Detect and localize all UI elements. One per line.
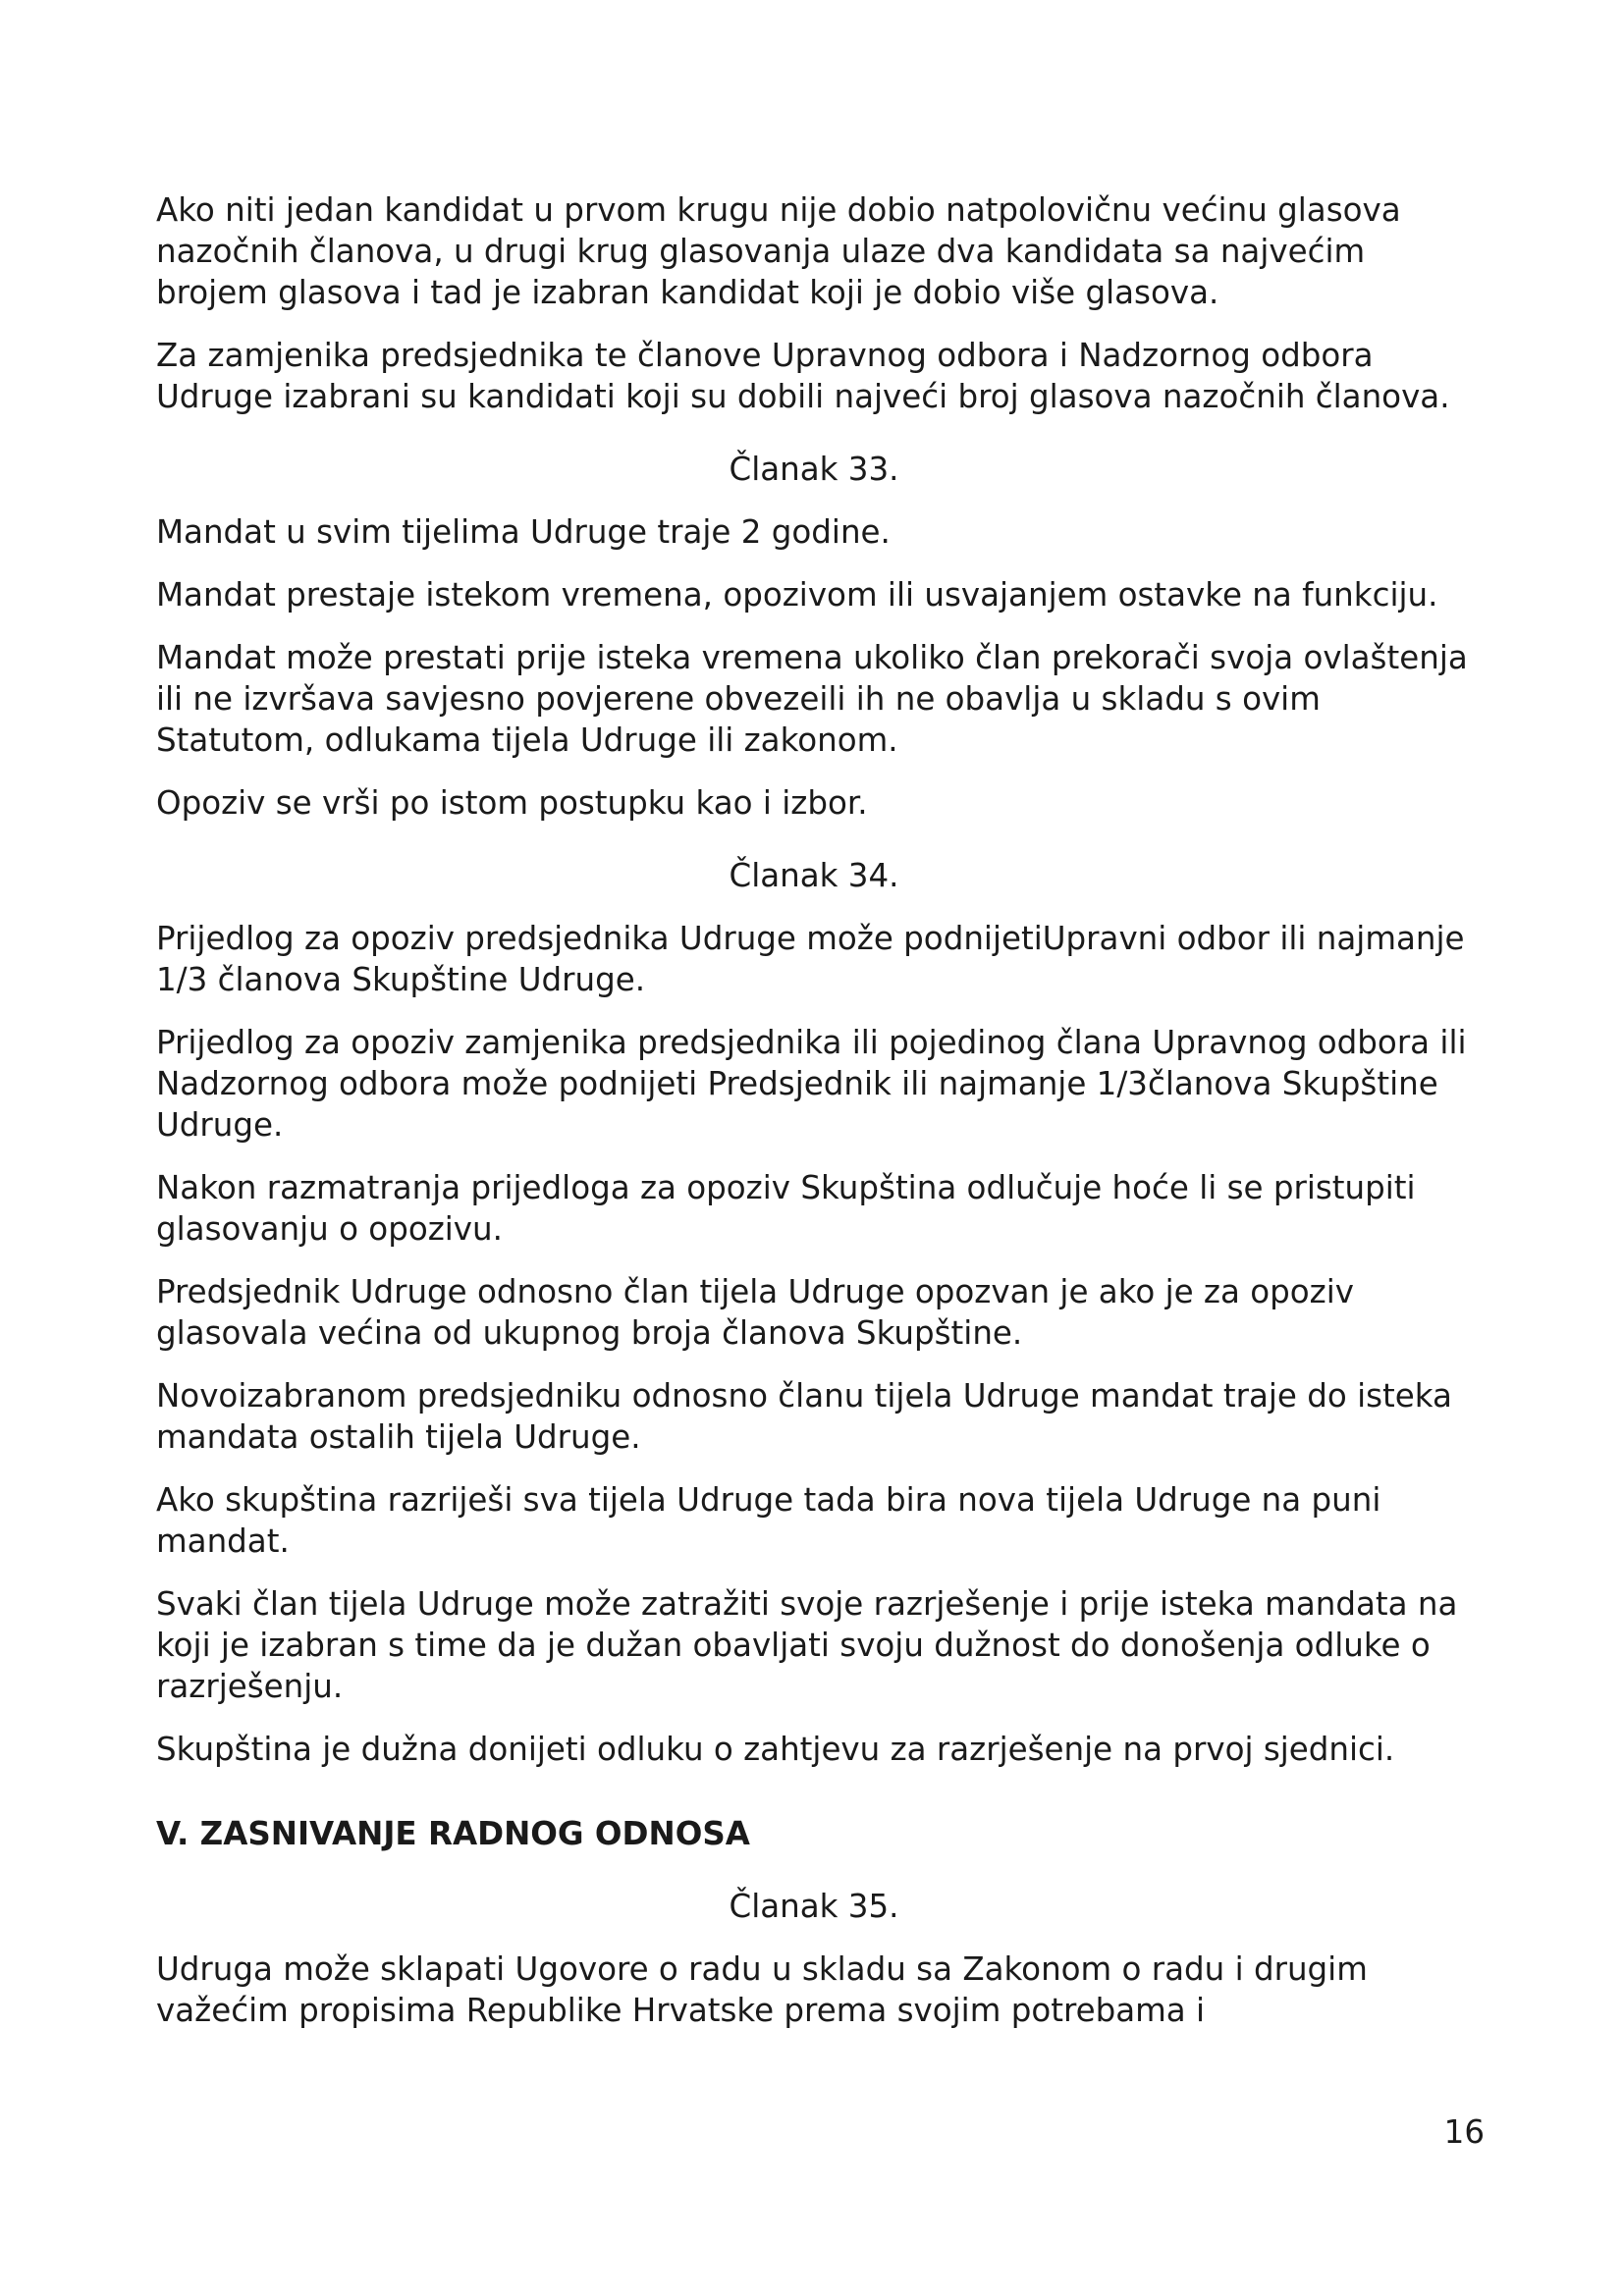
paragraph-assembly-decision: Skupština je dužna donijeti odluku o zahtjevu za razrješenje na prvoj sjednici. xyxy=(156,1731,1395,1768)
page-content xyxy=(156,189,1482,2053)
article-34-title: Članak 34. xyxy=(729,857,899,894)
paragraph-mandate-duration: Mandat u svim tijelima Udruge traje 2 godine. xyxy=(156,513,891,551)
paragraph-employment-contracts: Udruga može sklapati Ugovore o radu u skladu sa Zakonom o radu i drugim važećim propisima Republike Hrvatske prema svojim potrebama i xyxy=(156,1950,1368,2029)
article-33-title: Članak 33. xyxy=(729,451,899,488)
paragraph-recall-majority: Predsjednik Udruge odnosno član tijela Udruge opozvan je ako je za opoziv glasovala većina od ukupnog broja članova Skupštine. xyxy=(156,1273,1354,1352)
paragraph-recall-consideration: Nakon razmatranja prijedloga za opoziv Skupština odlučuje hoće li se pristupiti glasovanju o opozivu. xyxy=(156,1169,1416,1248)
paragraph-mandate-termination: Mandat prestaje istekom vremena, opozivom ili usvajanjem ostavke na funkciju. xyxy=(156,576,1438,614)
paragraph-new-mandate: Novoizabranom predsjedniku odnosno članu tijela Udruge mandat traje do isteka mandata ostalih tijela Udruge. xyxy=(156,1377,1452,1456)
paragraph-second-round-voting: Ako niti jedan kandidat u prvom krugu nije dobio natpolovičnu većinu glasova nazočnih članova, u drugi krug glasovanja ulaze dva kandidata sa najvećim brojem glasova i tad je izabran kandidat koji je dobio više glasova. xyxy=(156,191,1401,311)
paragraph-recall-procedure: Opoziv se vrši po istom postupku kao i izbor. xyxy=(156,784,868,822)
section-heading-employment: V. ZASNIVANJE RADNOG ODNOSA xyxy=(156,1815,750,1852)
article-35-title: Članak 35. xyxy=(729,1888,899,1925)
paragraph-deputy-recall-proposal: Prijedlog za opoziv zamjenika predsjednika ili pojedinog člana Upravnog odbora ili Nadzornog odbora može podnijeti Predsjednik ili najmanje 1/3članova Skupštine Udruge. xyxy=(156,1024,1467,1144)
page-number: 16 xyxy=(1443,2113,1485,2151)
paragraph-resignation-request: Svaki član tijela Udruge može zatražiti svoje razrješenje i prije isteka mandata na koji je izabran s time da je dužan obavljati svoju dužnost do donošenja odluke o razrješenju. xyxy=(156,1585,1458,1705)
paragraph-full-dismissal: Ako skupština razriješi sva tijela Udruge tada bira nova tijela Udruge na puni mandat. xyxy=(156,1481,1381,1560)
paragraph-president-recall-proposal: Prijedlog za opoziv predsjednika Udruge može podnijetiUpravni odbor ili najmanje 1/3 članova Skupštine Udruge. xyxy=(156,920,1465,998)
paragraph-deputy-election: Za zamjenika predsjednika te članove Upravnog odbora i Nadzornog odbora Udruge izabrani su kandidati koji su dobili najveći broj glasova nazočnih članova. xyxy=(156,337,1450,415)
paragraph-early-termination: Mandat može prestati prije isteka vremena ukoliko član prekorači svoja ovlaštenja ili ne izvršava savjesno povjerene obvezeili ih ne obavlja u skladu s ovim Statutom, odlukama tijela Udruge ili zakonom. xyxy=(156,639,1468,759)
